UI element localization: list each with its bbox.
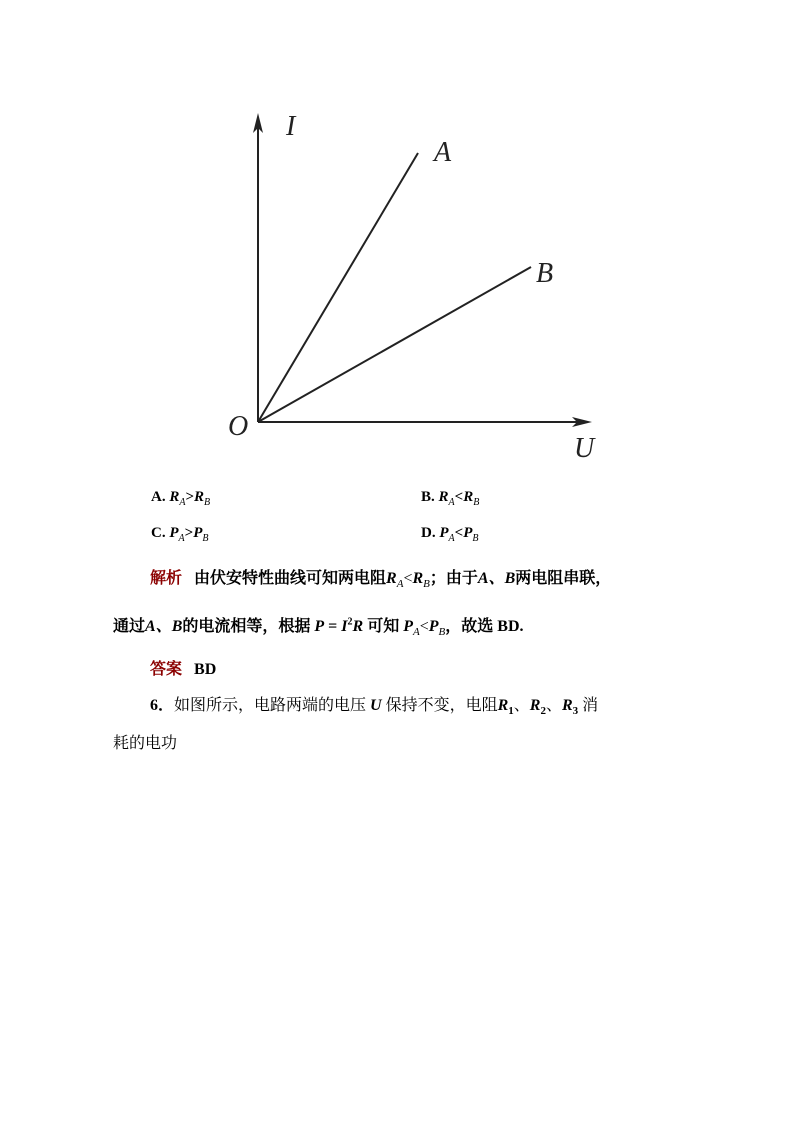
answer-value: BD [194, 661, 217, 678]
question6-line-1: 6．如图所示，电路两端的电压 U 保持不变，电阻$R_1$、$R_2$、$R_3$ 消 [150, 697, 599, 718]
line-a [258, 153, 418, 422]
question6-line-2: 耗的电功 [113, 735, 178, 752]
option-b[interactable]: B. $R_A<R_B$ [421, 489, 480, 508]
x-axis-label: U [574, 433, 595, 464]
answer-line [150, 656, 216, 679]
answer-label: 答案 [150, 661, 183, 678]
analysis-line-2: 通过A、B的电流相等，根据 $P = I^2R$ 可知 $P_A<P_B$，故选 BD. [113, 616, 524, 639]
line-a-label: A [434, 137, 452, 168]
option-d[interactable]: D. $P_A<P_B$ [421, 525, 479, 544]
option-a[interactable]: A. $R_A>R_B$ [151, 489, 211, 508]
line-b [258, 267, 531, 422]
analysis-line-1: 解析 由伏安特性曲线可知两电阻$R_A<R_B$；由于A、B两电阻串联， [150, 570, 612, 591]
origin-label: O [228, 411, 249, 442]
analysis-label: 解析 [150, 570, 183, 587]
iu-graph [220, 105, 620, 470]
line-b-label: B [536, 258, 554, 289]
y-axis-label: I [286, 111, 296, 142]
option-c[interactable]: C. $P_A>P_B$ [151, 525, 209, 544]
